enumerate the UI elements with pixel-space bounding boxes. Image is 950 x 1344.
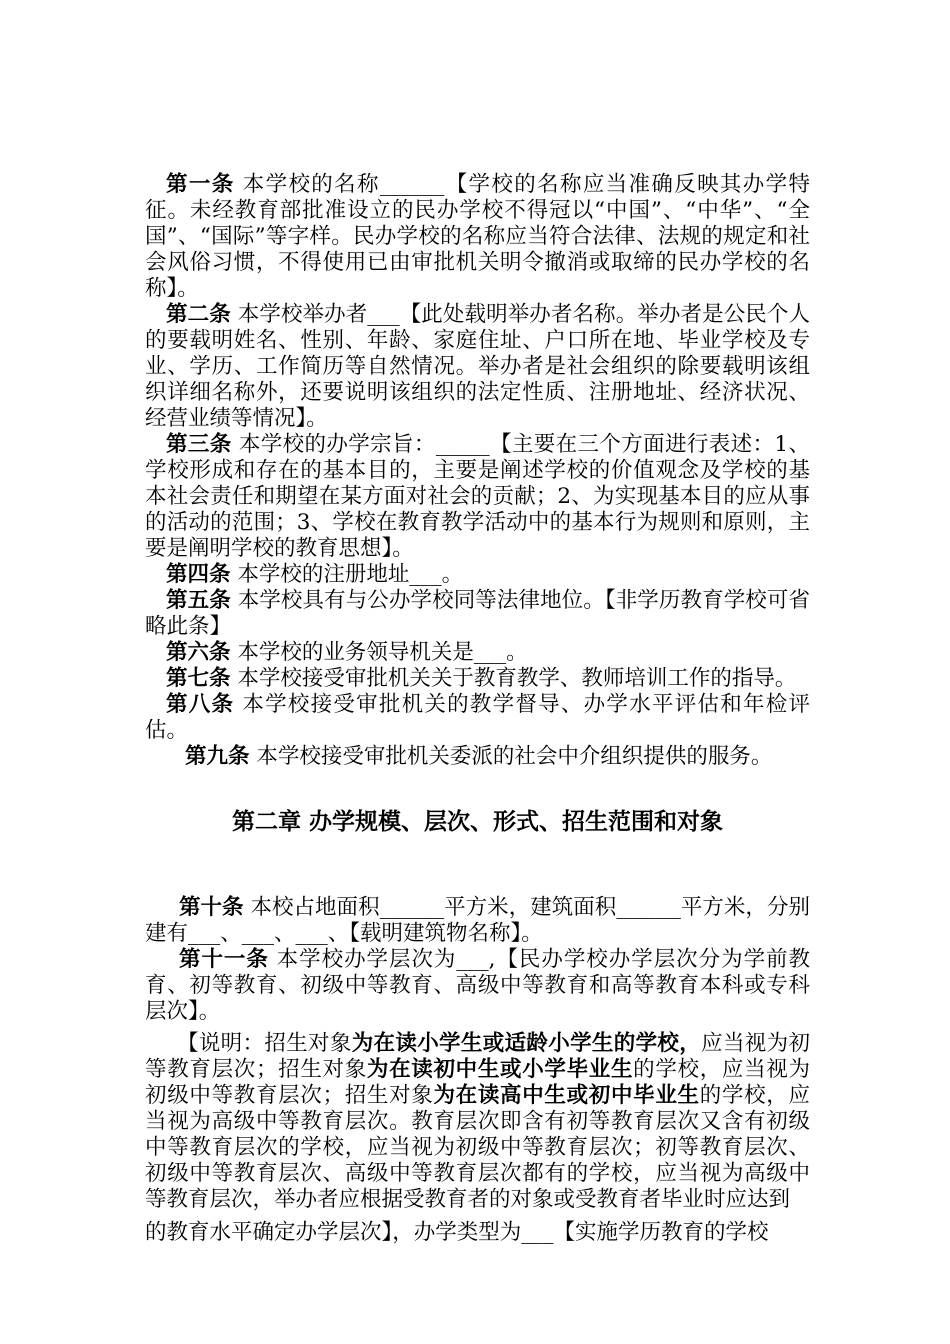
article-label: 第七条	[166, 666, 231, 691]
note-text: 应当视为初等教育层次；招生对象	[145, 1031, 810, 1082]
article-7	[145, 666, 810, 692]
chapter-2-title: 第二章 办学规模、层次、形式、招生范围和对象	[231, 808, 723, 835]
article-10	[145, 895, 810, 947]
article-label: 第十一条	[179, 947, 269, 972]
note-text: 的学校，应当视为高级中等教育层次。教育层次即含有初等教育层次又含有初级中等教育层次的学校，应当视为初级中等教育层次；初等教育层次、初级中等教育层次、高级中等教育层次都有的学校，应当视为高级中等教育层次，举办者应根据受教育者的对象或受教育者毕业时应达到	[145, 1083, 810, 1212]
article-text: 本校占地面积______平方米，建筑面积______平方米，分别建有___、___、___、【载明建筑物名称】。	[145, 895, 810, 946]
article-label: 第四条	[166, 562, 231, 587]
article-text: 本学校的注册地址___。	[230, 562, 464, 587]
article-text: 本学校的办学宗旨：_____【主要在三个方面进行表述：1、学校形成和存在的基本目的，主要是阐述学校的价值观念及学校的基本社会责任和期望在某方面对社会的贡献；2、为实现基本目的应从事的活动的范围；3、学校在教育教学活动中的基本行为规则和原则，主要是阐明学校的教育思想】。	[145, 432, 810, 561]
school-type-line: 的教育水平确定办学层次】，办学类型为___【实施学历教育的学校	[145, 1220, 769, 1245]
note-emphasis: 为在读小学生或适龄小学生的学校，	[351, 1031, 702, 1056]
explanation-note	[145, 1031, 810, 1213]
article-3	[145, 432, 810, 562]
article-label: 第五条	[166, 588, 231, 613]
note-emphasis: 为在读初中生或小学毕业生	[366, 1057, 634, 1082]
article-text: 本学校接受审批机关关于教育教学、教师培训工作的指导。	[230, 666, 797, 691]
article-text: 本学校接受审批机关委派的社会中介组织提供的服务。	[249, 744, 773, 769]
article-text: 本学校具有与公办学校同等法律地位。【非学历教育学校可省略此条】	[145, 588, 810, 639]
article-label: 第六条	[166, 640, 231, 665]
article-6	[145, 640, 810, 666]
article-11	[145, 947, 810, 1025]
article-label: 第一条	[166, 172, 235, 197]
article-2	[145, 302, 810, 432]
note-text: 的学校，应当视为初级中等教育层次；招生对象	[145, 1057, 810, 1108]
article-5	[145, 588, 810, 640]
article-text: 本学校的业务领导机关是___。	[230, 640, 528, 665]
article-text: 本学校接受审批机关的教学督导、办学水平评估和年检评估。	[145, 692, 810, 743]
article-label: 第八条	[166, 692, 235, 717]
article-label: 第三条	[166, 432, 232, 457]
note-text: 【说明：招生对象	[177, 1031, 352, 1056]
article-4	[145, 562, 810, 588]
article-text: 本学校办学层次为___,【民办学校办学层次分为学前教育、初等教育、初级中等教育、高级中等教育和高等教育本科或专科层次】。	[145, 947, 810, 1024]
article-9	[145, 744, 810, 770]
article-label: 第十条	[179, 895, 244, 920]
article-label: 第九条	[185, 744, 250, 769]
article-text: 本学校举办者___【此处载明举办者名称。举办者是公民个人的要载明姓名、性别、年龄、家庭住址、户口所在地、毕业学校及专业、学历、工作简历等自然情况。举办者是社会组织的除要载明该组织详细名称外，还要说明该组织的法定性质、注册地址、经济状况、经营业绩等情况】。	[145, 302, 810, 431]
article-text: 本学校的名称______【学校的名称应当准确反映其办学特征。未经教育部批准设立的民办学校不得冠以“中国”、“中华”、“全国”、“国际”等字样。民办学校的名称应当符合法律、法规的规定和社会风俗习惯，不得使用已由审批机关明令撤消或取缔的民办学校的名称】。	[145, 172, 810, 301]
article-label: 第二条	[166, 302, 231, 327]
document-page	[145, 172, 810, 1247]
article-8	[145, 692, 810, 744]
article-1	[145, 172, 810, 302]
note-emphasis: 为在读高中生或初中毕业生	[433, 1083, 700, 1108]
